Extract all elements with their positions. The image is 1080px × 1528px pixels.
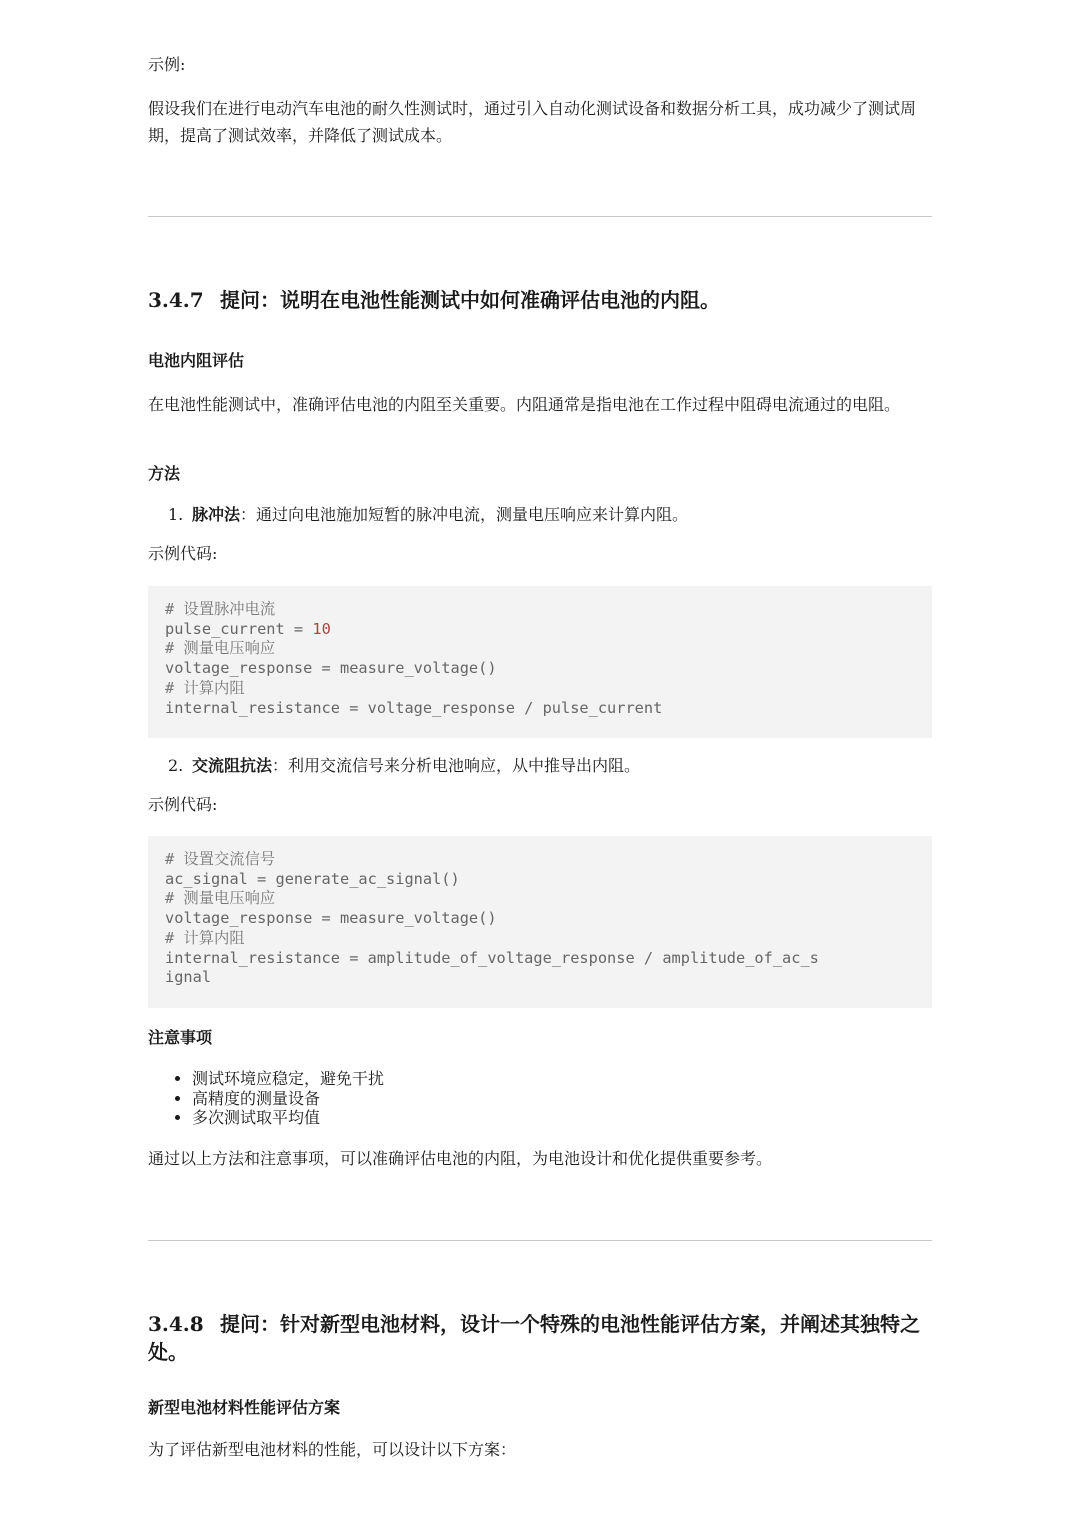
method-name: 脉冲法	[192, 505, 241, 524]
code-label-1: 示例代码:	[148, 544, 218, 563]
subheading-internal-resistance: 电池内阻评估	[148, 351, 245, 370]
method-item-2	[148, 755, 640, 777]
method-name: 交流阻抗法	[192, 756, 273, 775]
code-comment: # 计算内阻	[165, 678, 245, 697]
code-comment: # 设置脉冲电流	[165, 600, 276, 618]
section-number: 3.4.8	[148, 1312, 204, 1336]
code-label-2: 示例代码:	[148, 795, 218, 814]
code-comment: # 测量电压响应	[165, 889, 276, 908]
method-desc: ：通过向电池施加短暂的脉冲电流，测量电压响应来计算内阻。	[240, 505, 689, 524]
method-number: 2.	[168, 756, 184, 775]
code-block-pulse	[148, 586, 932, 738]
section-heading-347	[148, 286, 932, 314]
section-title: 提问：针对新型电池材料，设计一个特殊的电池性能评估方案，并阐述其独特之处。	[148, 1312, 920, 1364]
section-heading-348	[148, 1310, 932, 1366]
notes-list	[148, 1069, 384, 1128]
code-block-ac-impedance	[148, 836, 932, 1008]
method-desc: ：利用交流信号来分析电池响应，从中推导出内阻。	[272, 756, 641, 775]
intro-paragraph: 为了评估新型电池材料的性能，可以设计以下方案：	[148, 1440, 517, 1459]
code-line: voltage_response = measure_voltage()	[165, 659, 497, 678]
list-item: • 测试环境应稳定，避免干扰	[192, 1069, 384, 1089]
list-item: • 高精度的测量设备	[192, 1089, 384, 1109]
code-line: internal_resistance = amplitude_of_voltage_response / amplitude_of_ac_s	[165, 948, 819, 967]
code-line: ac_signal = generate_ac_signal()	[165, 869, 460, 888]
code-comment: # 测量电压响应	[165, 639, 276, 658]
section-number: 3.4.7	[148, 288, 204, 312]
intro-paragraph: 在电池性能测试中，准确评估电池的内阻至关重要。内阻通常是指电池在工作过程中阻碍电流通过的电阻。	[148, 395, 901, 414]
code-line: pulse_current = 10	[165, 619, 331, 638]
method-item-1	[148, 504, 688, 526]
code-number-literal: 10	[312, 619, 331, 638]
example-paragraph: 假设我们在进行电动汽车电池的耐久性测试时，通过引入自动化测试设备和数据分析工具，成功减少了测试周期，提高了测试效率，并降低了测试成本。	[148, 99, 917, 145]
notes-heading: 注意事项	[148, 1028, 213, 1047]
section-divider	[148, 216, 932, 217]
method-number: 1.	[168, 505, 184, 524]
code-line: voltage_response = measure_voltage()	[165, 909, 497, 928]
code-line: ignal	[165, 968, 212, 987]
conclusion-paragraph: 通过以上方法和注意事项，可以准确评估电池的内阻，为电池设计和优化提供重要参考。	[148, 1149, 773, 1168]
code-line: internal_resistance = voltage_response / pulse_current	[165, 698, 663, 717]
methods-heading: 方法	[148, 464, 181, 483]
section-title: 提问：说明在电池性能测试中如何准确评估电池的内阻。	[220, 288, 720, 312]
code-comment: # 计算内阻	[165, 928, 245, 947]
subheading-new-material: 新型电池材料性能评估方案	[148, 1398, 341, 1417]
example-label: 示例:	[148, 55, 186, 74]
section-divider	[148, 1240, 932, 1241]
list-item: • 多次测试取平均值	[192, 1108, 384, 1128]
code-comment: # 设置交流信号	[165, 850, 276, 868]
